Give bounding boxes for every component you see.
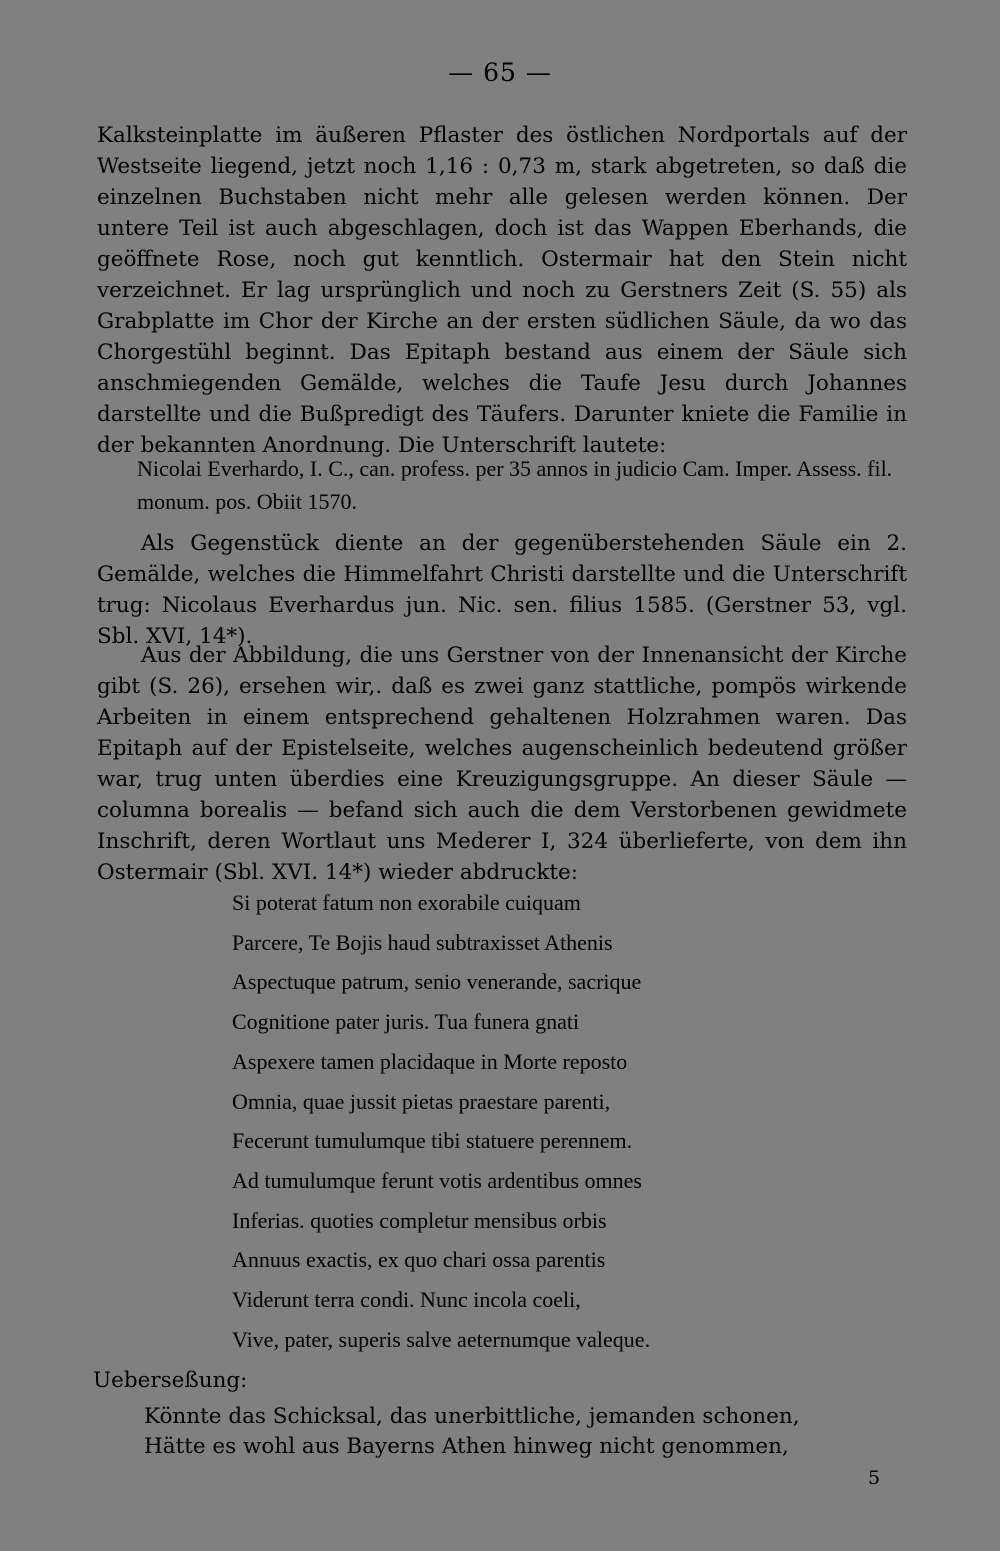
translation-label: Ueberseßung: [93,1368,248,1393]
signature-mark: 5 [868,1467,881,1489]
latin-verse [232,883,650,1359]
verse-line: Annuus exactis, ex quo chari ossa parentis [232,1247,606,1273]
latin-inscription: Nicolai Everhardo, I. C., can. profess. per 35 annos in judicio Cam. Imper. Assess. fil. monum. pos. Obiit 1570. [137,456,893,514]
paragraph-text: Kalksteinplatte im äußeren Pflaster des östlichen Nordportals auf der Westseite liegend, jetzt noch 1,16 : 0,73 m, stark abgetreten, so daß die einzelnen Buchstaben nicht mehr alle gelesen werden können. Der untere Teil ist auch abgeschlagen, doch ist das Wappen Eberhands, die geöffnete Rose, noch gut kenntlich. Ostermair hat den Stein nicht verzeichnet. Er lag ursprünglich und noch zu Gerstners Zeit (S. 55) als Grabplatte im Chor der Kirche an der ersten südlichen Säule, da wo das Chorgestühl beginnt. Das Epitaph bestand aus einem der Säule sich anschmiegenden Gemälde, welches die Taufe Jesu durch Johannes darstellte und die Bußpredigt des Täufers. Darunter kniete die Familie in der bekannten Anordnung. Die Unterschrift lautete: [97,123,907,458]
verse-line: Omnia, quae jussit pietas praestare parenti, [232,1088,611,1114]
verse-line: Vive, pater, superis salve aeternumque valeque. [232,1326,651,1352]
verse-line: Inferias. quoties completur mensibus orbis [232,1207,607,1233]
verse-line: Viderunt terra condi. Nunc incola coeli, [232,1287,581,1313]
verse-line: Si poterat fatum non exorabile cuiquam [232,890,581,915]
translation-line: Könnte das Schicksal, das unerbittliche, jemanden schonen, [144,1404,800,1429]
verse-line: Aspectuque patrum, senio venerande, sacrique [232,969,642,995]
verse-line: Ad tumulumque ferunt votis ardentibus omnes [232,1167,642,1193]
page-number: — 65 — [448,58,552,87]
verse-line: Cognitione pater juris. Tua funera gnati [232,1009,580,1035]
verse-line: Fecerunt tumulumque tibi statuere perennem. [232,1128,633,1154]
paragraph-counterpart [97,528,907,652]
translation-line: Hätte es wohl aus Bayerns Athen hinweg nicht genommen, [144,1434,789,1459]
paragraph-illustration [97,640,907,888]
paragraph-text: Als Gegenstück diente an der gegenüberstehenden Säule ein 2. Gemälde, welches die Himmelfahrt Christi darstellte und die Unterschrift trug: Nicolaus Everhardus jun. Nic. sen. filius 1585. (Gerstner 53, vgl. Sbl. XVI, 14*). [97,531,907,649]
paragraph-epitaph-description [97,120,907,461]
translation [144,1402,800,1462]
verse-line: Parcere, Te Bojis haud subtraxisset Athenis [232,929,613,955]
verse-line: Aspexere tamen placidaque in Morte reposto [232,1048,628,1074]
paragraph-text: Aus der Abbildung, die uns Gerstner von der Innenansicht der Kirche gibt (S. 26), ersehen wir,. daß es zwei ganz stattliche, pompös wirkende Arbeiten in einem entsprechend gehaltenen Holzrahmen waren. Das Epitaph auf der Epistelseite, welches augenscheinlich bedeutend größer war, trug unten überdies eine Kreuzigungsgruppe. An dieser Säule — columna borealis — befand sich auch die dem Verstorbenen gewidmete Inschrift, deren Wortlaut uns Mederer I, 324 überlieferte, von dem ihn Ostermair (Sbl. XVI. 14*) wieder abdruckte: [97,643,907,885]
